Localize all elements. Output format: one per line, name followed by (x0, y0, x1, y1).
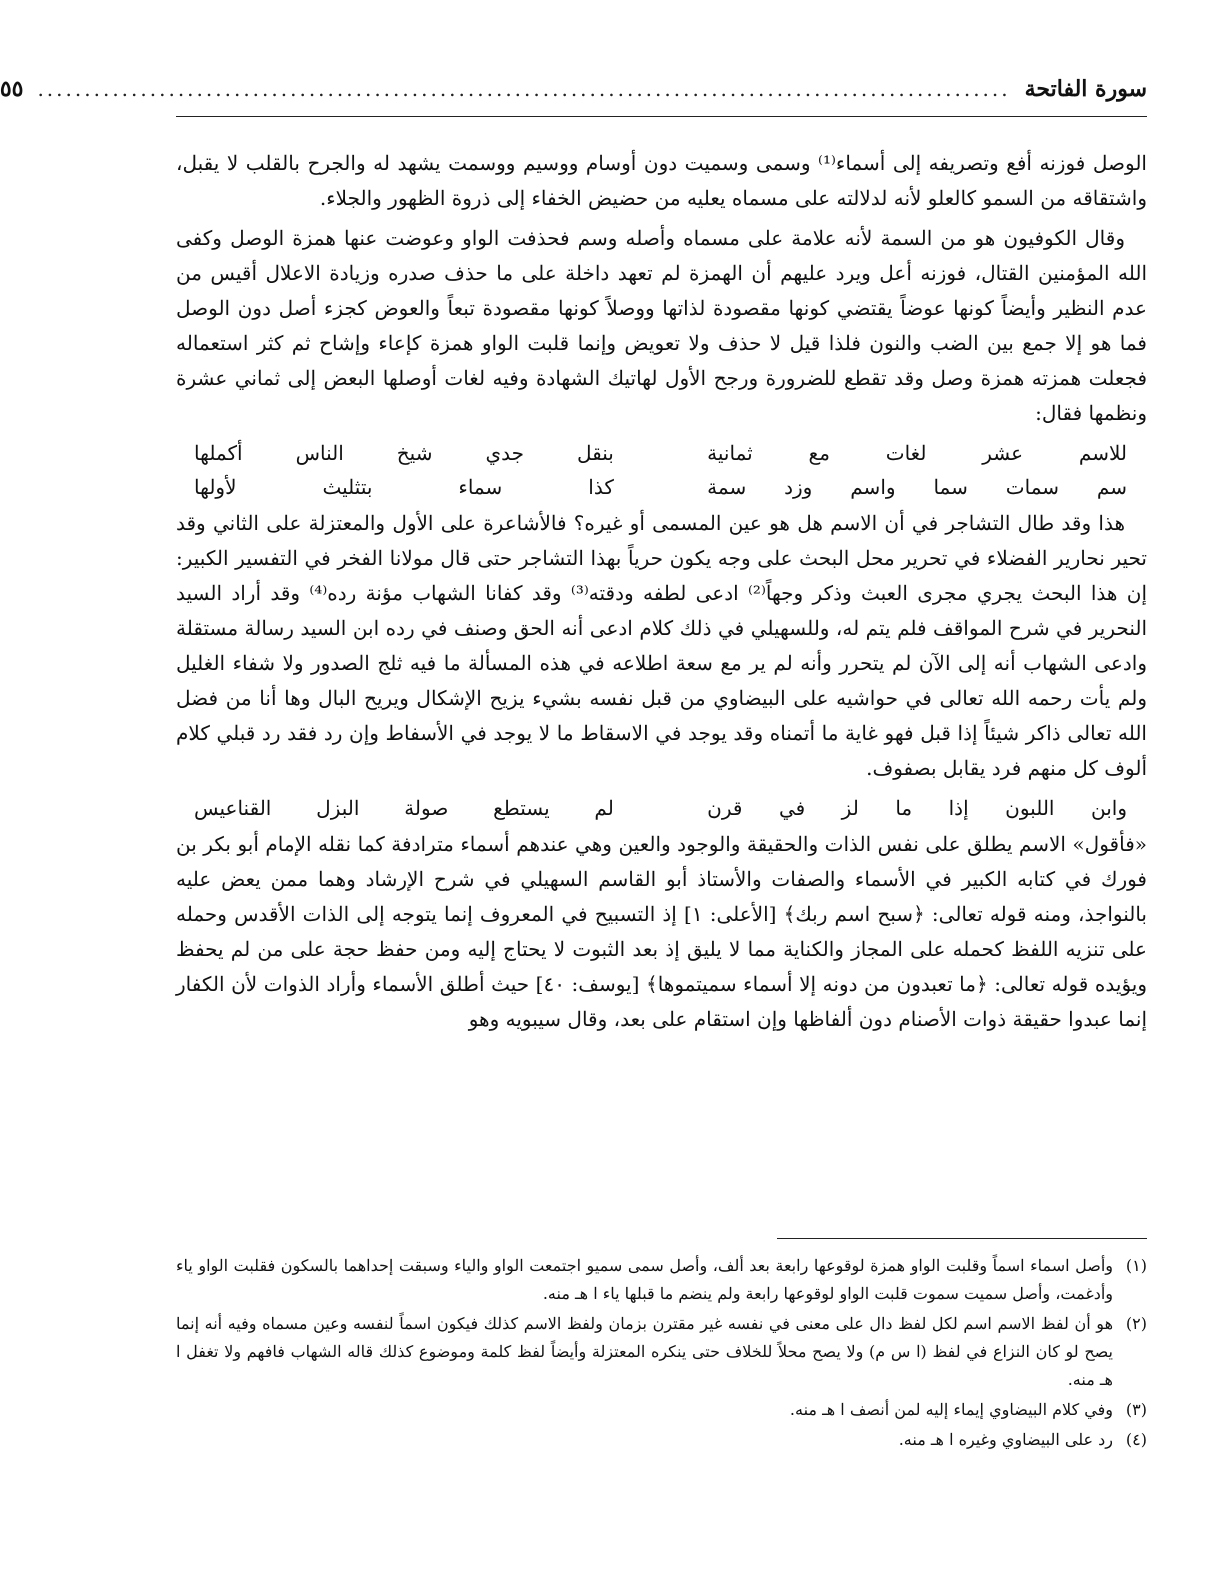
verse-first-hemistich: وابن اللبون إذا ما لز في قرن (707, 796, 1127, 820)
verse-block-2 (176, 791, 1147, 825)
page-number: ٥٥ (0, 76, 24, 102)
footnote-number: (١) (1125, 1256, 1147, 1275)
verse-line (194, 470, 1127, 504)
footnote (176, 1426, 1147, 1454)
paragraph-2: وقال الكوفيون هو من السمة لأنه علامة على مسماه وأصله وسم فحذفت الواو وعوضت عنها همزة الوصل وكفى الله المؤمنين القتال، فوزنه أعل ويرد عليهم أن الهمزة لم تعهد داخلة على ما حذف صدره وزيادة الاعلال أقيس من عدم النظير وأيضاً كونها عوضاً يقتضي كونها مقصودة لذاتها ووصلاً كونها مقصودة تبعاً والعوض كجزء أصل دون الوصل فما هو إلا جمع بين الضب والنون فلذا قيل لا حذف ولا تعويض وإنما قلبت الواو همزة كإعاء وإشاح ثم كثر استعماله فجعلت همزته همزة وصل وقد تقطع للضرورة ورجح الأول لهاتيك الشهادة وفيه لغات أوصلها البعض إلى ثماني عشرة ونظمها فقال: (176, 226, 1147, 425)
footnote (176, 1396, 1147, 1424)
footnote-text: وفي كلام البيضاوي إيماء إليه لمن أنصف ا هـ منه. (789, 1400, 1113, 1419)
verse-line (194, 436, 1127, 470)
verse-line (194, 791, 1127, 825)
main-text (176, 146, 1147, 1042)
footnotes (176, 1252, 1147, 1456)
verse-first-hemistich: سم سمات سما واسم وزد سمة (707, 475, 1127, 499)
verse-second-hemistich: لم يستطع صولة البزل القناعيس (194, 796, 614, 820)
footnote-text: رد على البيضاوي وغيره ا هـ منه. (898, 1430, 1113, 1449)
footnote (176, 1252, 1147, 1308)
footnote-separator (777, 1238, 1147, 1239)
running-header (0, 76, 1147, 117)
footnote-text: وأصل اسماء اسماً وقلبت الواو همزة لوقوعها رابعة بعد ألف، وأصل سمى سميو اجتمعت الواو والياء وسبقت إحداهما بالسكون فقلبت الواو ياء وأدغمت، وأصل سميت سموت قلبت الواو لوقوعها رابعة ولم ينضم ما قبلها ياء ا هـ منه. (176, 1256, 1113, 1303)
paragraph-4: «فأقول» الاسم يطلق على نفس الذات والحقيقة والوجود والعين وهي عندهم أسماء مترادفة كما نقله الإمام أبو بكر بن فورك في كتابه الكبير في الأسماء والصفات والأستاذ أبو القاسم السهيلي في شرح الإرشاد وهما ممن يعض عليه بالنواجذ، ومنه قوله تعالى: ﴿سبح اسم ربك﴾ [الأعلى: ١] إذ التسبيح في المعروف إنما يتوجه إلى الذات الأقدس وحمله على تنزيه اللفظ كحمله على المجاز والكناية مما لا يليق إذ بعد الثبوت لا يحتاج إليه ومن حفظ حجة على من لم يحفظ ويؤيده قوله تعالى: ﴿ما تعبدون من دونه إلا أسماء سميتموها﴾ [يوسف: ٤٠] حيث أطلق الأسماء وأراد الذوات لأن الكفار إنما عبدوا حقيقة ذوات الأصنام دون ألفاظها وإن استقام على بعد، وقال سيبويه وهو (176, 832, 1148, 1031)
footnote-number: (٤) (1125, 1430, 1147, 1449)
verse-second-hemistich: بنقل جدي شيخ الناس أكملها (194, 441, 614, 465)
verse-first-hemistich: للاسم عشر لغات مع ثمانية (707, 441, 1127, 465)
verse-block-1 (176, 436, 1147, 504)
paragraph-1: الوصل فوزنه أفع وتصريفه إلى أسماء⁽¹⁾ وسمى وسميت دون أوسام ووسيم ووسمت يشهد له والجرح بالقلب لا يقبل، واشتقاقه من السمو كالعلو لأنه لدلالته على مسماه يعليه من حضيض الخفاء إلى ذروة الظهور والجلاء. (176, 151, 1147, 210)
footnote (176, 1310, 1147, 1394)
footnote-number: (٣) (1125, 1400, 1147, 1419)
footnote-number: (٢) (1125, 1314, 1147, 1333)
surah-title: سورة الفاتحة (1024, 76, 1147, 102)
paragraph-3: هذا وقد طال التشاجر في أن الاسم هل هو عين المسمى أو غيره؟ فالأشاعرة على الأول والمعتزلة على الثاني وقد تحير نحارير الفضلاء في تحرير محل البحث على وجه يكون حرياً بهذا التشاجر حتى قال مولانا الفخر في التفسير الكبير: إن هذا البحث يجري مجرى العبث وذكر وجهاً⁽²⁾ ادعى لطفه ودقته⁽³⁾ وقد كفانا الشهاب مؤنة رده⁽⁴⁾ وقد أراد السيد النحرير في شرح المواقف فلم يتم له، وللسهيلي في ذلك كلام ادعى أنه الحق وصنف في رده ابن السيد رسالة مستقلة وادعى الشهاب أنه إلى الآن لم يتحرر وأنه لم ير مع سعة اطلاعه في هذه المسألة ما فيه ثلج الصدور ولا شفاء الغليل ولم يأت رحمه الله تعالى في حواشيه على البيضاوي من قبل نفسه بشيء يزيح الإشكال ويريح البال وها أنا من فضل الله تعالى ذاكر شيئاً إذا قبل فهو غاية ما أتمناه وقد يوجد في الاسقاط ما لا يوجد في الأسفاط وإن رد فقد رد قبلي كلام ألوف كل منهم فرد يقابل بصفوف. (176, 511, 1148, 780)
footnote-text: هو أن لفظ الاسم اسم لكل لفظ دال على معنى في نفسه غير مقترن بزمان ولفظ الاسم كذلك فيكون اسماً لنفسه وعين مسماه وفيه أنه إنما يصح لو كان النزاع في لفظ (ا س م) ولا يصح محلاً للخلاف حتى ينكره المعتزلة وأيضاً لفظ كلمة وموضوع كذلك قاله الشهاب فافهم ولا تغفل ا هـ منه. (176, 1314, 1113, 1389)
leader-dots: ........................................................................................................ (37, 77, 1011, 101)
verse-second-hemistich: كذا سماء بتثليث لأولها (194, 475, 614, 499)
